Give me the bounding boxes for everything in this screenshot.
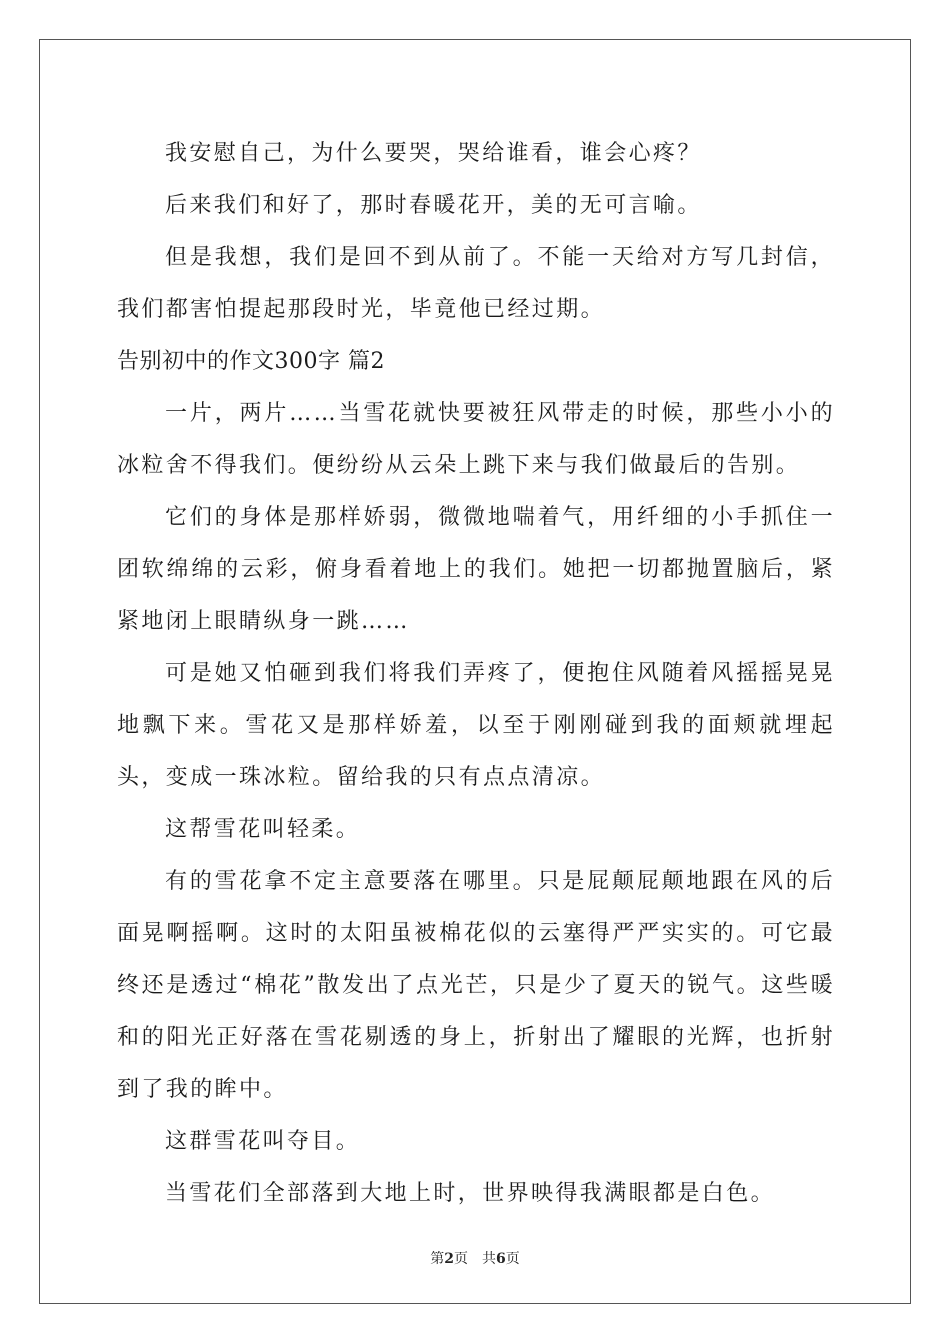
paragraph: 这帮雪花叫轻柔。 — [165, 817, 361, 842]
paragraph: 一片，两片……当雪花就快要被狂风带走的时候，那些小小的冰粒舍不得我们。便纷纷从云朵上跳下来与我们做最后的告别。 — [117, 401, 835, 478]
total-suffix: 页 — [505, 1251, 520, 1267]
document-body — [117, 128, 835, 1220]
total-pages-label — [482, 1251, 520, 1267]
page-number: 2 — [444, 1251, 454, 1267]
page-suffix: 页 — [454, 1251, 468, 1267]
paragraph: 有的雪花拿不定主意要落在哪里。只是屁颠屁颠地跟在风的后面晃啊摇啊。这时的太阳虽被棉花似的云塞得严严实实的。可它最终还是透过“棉花”散发出了点光芒，只是少了夏天的锐气。这些暖和的阳光正好落在雪花剔透的身上，折射出了耀眼的光辉，也折射到了我的眸中。 — [117, 869, 835, 1102]
paragraph: 我安慰自己，为什么要哭，哭给谁看，谁会心疼？ — [165, 141, 702, 166]
paragraph: 这群雪花叫夺目。 — [165, 1129, 361, 1154]
paragraph: 后来我们和好了，那时春暖花开，美的无可言喻。 — [165, 193, 702, 218]
page-number-label — [430, 1251, 468, 1267]
paragraph: 它们的身体是那样娇弱，微微地喘着气，用纤细的小手抓住一团软绵绵的云彩，俯身看着地上的我们。她把一切都抛置脑后，紧紧地闭上眼睛纵身一跳…… — [117, 505, 835, 634]
paragraph: 但是我想，我们是回不到从前了。不能一天给对方写几封信，我们都害怕提起那段时光，毕竟他已经过期。 — [117, 245, 835, 322]
paragraph: 可是她又怕砸到我们将我们弄疼了，便抱住风随着风摇摇晃晃地飘下来。雪花又是那样娇羞，以至于刚刚碰到我的面颊就埋起头，变成一珠冰粒。留给我的只有点点清凉。 — [117, 661, 835, 790]
total-prefix: 共 — [482, 1251, 496, 1267]
page-prefix: 第 — [430, 1251, 445, 1267]
section-heading: 告别初中的作文300字 篇2 — [117, 349, 385, 374]
paragraph: 当雪花们全部落到大地上时，世界映得我满眼都是白色。 — [165, 1181, 776, 1206]
total-pages: 6 — [496, 1251, 506, 1267]
page-footer — [0, 1248, 950, 1268]
